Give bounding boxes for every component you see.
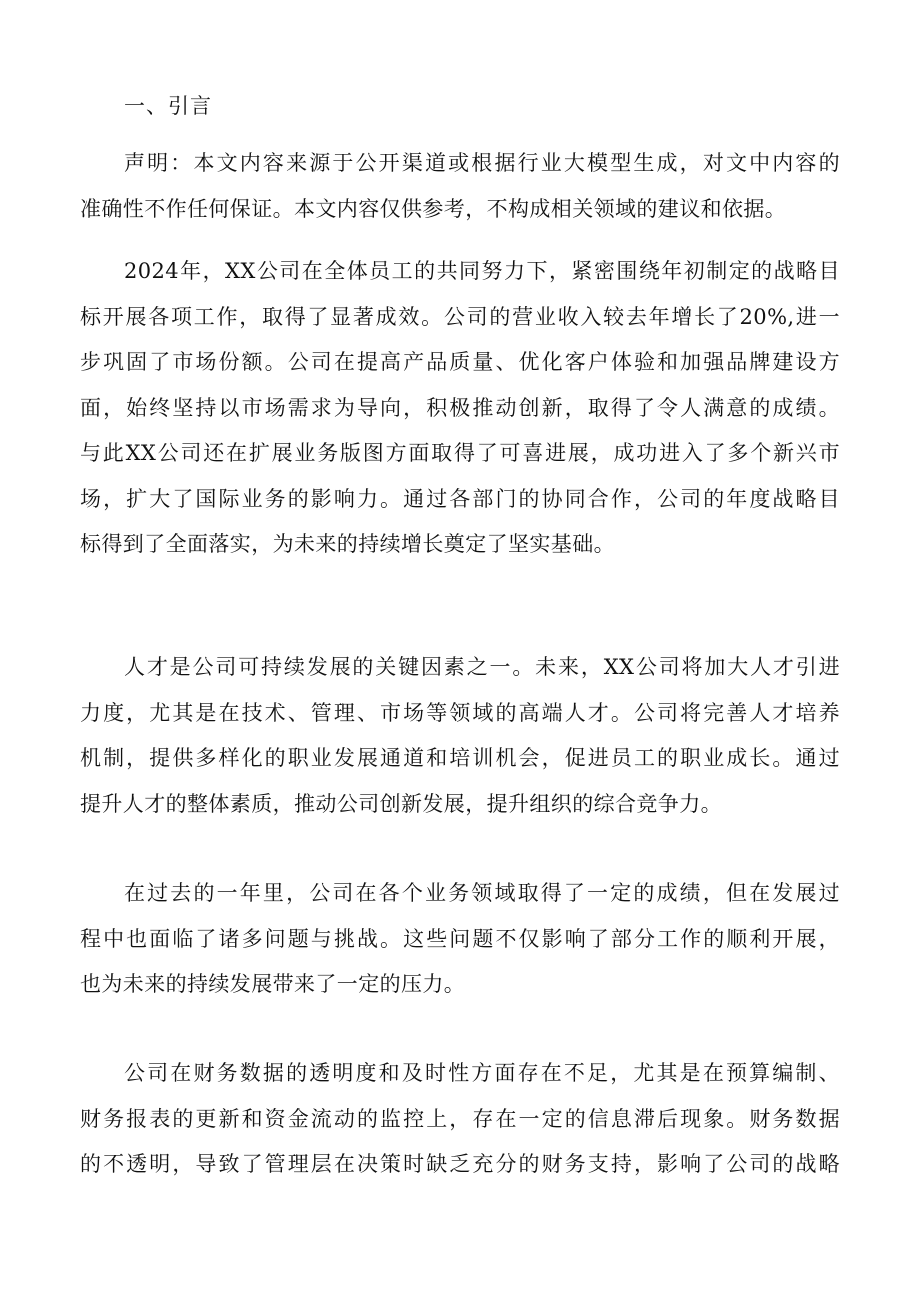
text-line: 步巩固了市场份额。公司在提高产品质量、优化客户体验和加强品牌建设方 <box>80 350 840 374</box>
text-line: 也为未来的持续发展带来了一定的压力。 <box>80 972 466 996</box>
text-line: 准确性不作任何保证。本文内容仅供参考，不构成相关领域的建议和依据。 <box>80 196 787 221</box>
text-line: 力度，尤其是在技术、管理、市场等领域的高端人才。公司将完善人才培养 <box>80 700 840 725</box>
text-line: 在过去的一年里，公司在各个业务领域取得了一定的成绩，但在发展过 <box>124 881 840 905</box>
text-line: 标得到了全面落实，为未来的持续增长奠定了坚实基础。 <box>80 532 615 556</box>
text-line: 提升人才的整体素质，推动公司创新发展，提升组织的综合竞争力。 <box>80 791 722 816</box>
text-line: 2024年，XX公司在全体员工的共同努力下，紧密围绕年初制定的战略目 <box>124 259 840 283</box>
paragraph-achievements <box>80 255 840 574</box>
paragraph-finance <box>80 1057 840 1194</box>
section-heading: 一、引言 <box>124 94 212 118</box>
text-line: 财务报表的更新和资金流动的监控上，存在一定的信息滞后现象。财务数据 <box>80 1106 840 1131</box>
text-line: 的不透明，导致了管理层在决策时缺乏充分的财务支持，影响了公司的战略 <box>80 1152 840 1176</box>
paragraph-talent <box>80 651 840 833</box>
text-line: 面，始终坚持以市场需求为导向，积极推动创新，取得了令人满意的成绩。 <box>80 395 840 420</box>
text-line: 场，扩大了国际业务的影响力。通过各部门的协同合作，公司的年度战略目 <box>80 486 840 511</box>
paragraph-disclaimer <box>80 147 840 238</box>
text-line: 程中也面临了诸多问题与挑战。这些问题不仅影响了部分工作的顺利开展， <box>80 926 840 951</box>
text-line: 标开展各项工作，取得了显著成效。公司的营业收入较去年增长了20%,进一 <box>80 304 840 329</box>
text-line: 与此XX公司还在扩展业务版图方面取得了可喜进展，成功进入了多个新兴市 <box>80 441 840 465</box>
text-line: 公司在财务数据的透明度和及时性方面存在不足，尤其是在预算编制、 <box>124 1061 840 1085</box>
text-line: 人才是公司可持续发展的关键因素之一。未来，XX公司将加大人才引进 <box>124 655 840 679</box>
text-line: 声明：本文内容来源于公开渠道或根据行业大模型生成，对文中内容的 <box>124 151 840 175</box>
text-line: 机制，提供多样化的职业发展通道和培训机会，促进员工的职业成长。通过 <box>80 746 840 770</box>
paragraph-challenges <box>80 877 840 1014</box>
